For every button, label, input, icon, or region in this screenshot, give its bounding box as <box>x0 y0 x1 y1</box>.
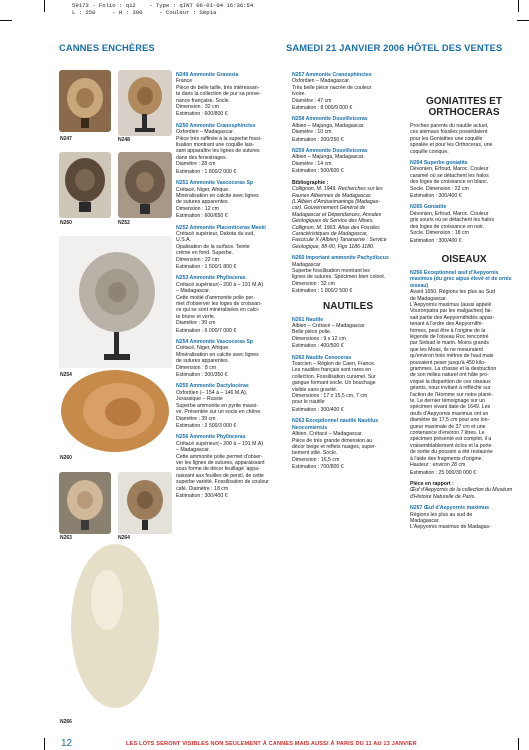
lot-line: Dimension : 32 cm <box>176 104 219 111</box>
ammonite-photo <box>59 236 172 370</box>
lot-line: décor beige et reflets nuages, super- <box>292 443 377 450</box>
text-line: de sortie du poussin a été restaurée <box>410 449 493 456</box>
header-left: CANNES ENCHÈRES <box>59 42 155 53</box>
lot-line: café. Diamètre : 18 cm <box>176 485 229 492</box>
lot-title: N266 Exceptionnel œuf d'Aepyornis maximus (du grec aipus élevé et de ornis oiseau) <box>410 269 512 289</box>
text-line: Vouronpatra par les malgaches) fai- <box>410 308 493 315</box>
text-line: spécimen présenté est complet, il a <box>410 436 492 443</box>
lot-line: Crétacé supérieur(– 200 à – 191 M.A) <box>176 440 264 447</box>
crop-mark <box>518 738 519 750</box>
ammonite-photo <box>118 152 172 218</box>
text-line: ces animaux fossiles possédaient <box>410 129 488 136</box>
lot-line: gris souris où se détachent les halos <box>410 217 494 224</box>
lot-estimate: Estimation : 1 800/2 500 € <box>292 288 353 295</box>
lot-column-3 <box>410 72 518 536</box>
lot-line: met d'observer les loges de croissan- <box>176 301 262 307</box>
lot-line: Très belle pièce nacrée de couleur <box>292 84 372 91</box>
lot-title: N258 Ammonite Douvilleiceras <box>292 116 368 123</box>
ammonite-photo <box>118 70 172 136</box>
lot-line: Dévonien, Erfoud, Maroc. Couleur <box>410 210 489 217</box>
text-line: Collignon, M. 1963. Atlas des Fossiles <box>292 224 380 231</box>
lot-entry <box>176 434 280 499</box>
lot-title: N267 Œuf d'Aepyornis maximus <box>410 505 490 512</box>
lot-entry <box>176 339 280 378</box>
lot-line: U.S.A. <box>176 237 191 244</box>
lot-line: Minéralisation en calcite avec lignes <box>176 192 259 199</box>
lot-title: N264 Superbe goniatite <box>410 160 468 167</box>
lot-title: N252 Ammonite Placenticeras Meeki <box>176 224 266 231</box>
ammonite-photo <box>59 152 111 218</box>
crop-mark <box>518 0 519 12</box>
text-line: vraisemblablement éclos et la porte <box>410 442 492 449</box>
print-info-line-2: L : 250 - H : 300 - Couleur : Sépia <box>72 9 217 16</box>
lot-entry <box>176 72 280 118</box>
lot-line: sous forme de décor feuillagé 'appa- <box>176 466 260 473</box>
photo-caption: N264 <box>118 535 130 541</box>
lot-estimate: Estimation : 700/800 € <box>292 464 344 471</box>
lots-list-3 <box>410 160 518 244</box>
lot-entry <box>292 418 404 470</box>
section-title-nautiles: NAUTILES <box>323 300 373 312</box>
text-line: coquille conique. <box>410 148 449 155</box>
lot-entry <box>176 275 280 334</box>
lot-entry <box>292 355 404 414</box>
text-line: spiralée et pour les Orthoceras, une <box>410 142 493 149</box>
lot-title: N262 Nautile Cenoceras <box>292 354 352 361</box>
lot-line: des loges de croissance en noir. <box>410 223 485 230</box>
lot-line: Diamètre : 28 cm <box>176 161 216 168</box>
text-line: formes, peut être à l'origine de la <box>410 327 486 334</box>
lot-description <box>410 289 518 468</box>
lot-entry <box>176 225 280 271</box>
lot-estimate: Estimation : 2 500/3 000 € <box>176 422 237 429</box>
lot-estimate: Estimation : 200/250 € <box>292 136 344 143</box>
lot-entry <box>292 255 404 294</box>
lot-line: caramel où se détachent les halos <box>410 172 489 179</box>
text-line: (L'Albien d'Ambarimaninga (Madagas- <box>292 198 380 205</box>
text-line: géants, nous invitant à réfléchir sur <box>410 385 491 392</box>
lot-line: Crétacé supérieur, Dakota du sud, <box>176 230 255 237</box>
lot-line: Superbe fossilisation montrant les <box>292 267 370 274</box>
text-line: Madagascar et Dépendances, Annales <box>292 211 382 218</box>
lot-line: Albien, Crétacé – Madagascar. <box>292 431 363 438</box>
text-line: contenance d'environ 7 litres. Le <box>410 430 485 437</box>
egg-photo <box>59 540 172 718</box>
lot-estimate: Estimation : 600/800 € <box>176 111 228 118</box>
lot-title: N249 Ammonite Gravesia <box>176 72 239 78</box>
lot-line: dans des fenestrages. <box>176 154 228 161</box>
text-line: à l'aide des fragments d'origine. <box>410 455 483 462</box>
lot-line: Dimensions : 9 x 12 cm <box>292 335 346 342</box>
text-line: spécimen vivant date de 1649. Les <box>410 404 491 411</box>
lot-line: bement stilé. Socle. <box>292 450 338 457</box>
lot-line: Diamètre : 39 cm <box>176 415 216 422</box>
text-line: qu'environ trois mètres de haut mais <box>410 353 494 360</box>
page-number: 12 <box>61 738 73 749</box>
lot-line: Albien – Crétacé – Madagascar <box>292 323 365 329</box>
ammonite-photo <box>118 472 172 534</box>
lot-line: lisation montrant une coquille lais- <box>176 142 255 149</box>
text-line: par Sinbad le marin. Moins grands <box>410 340 490 347</box>
lot-line: Cette ammonite polie permet d'obser- <box>176 453 263 460</box>
lot-title: N250 Ammonite Cranosphinctes <box>176 122 256 129</box>
lot-estimate: Estimation : 1 500/1 800 € <box>176 263 237 270</box>
text-line: car). Gouvernement Général de <box>292 205 366 212</box>
lot-estimate: Estimation : 300/400 € <box>410 193 462 200</box>
lot-line: Oxfordien – Madagascar. <box>292 78 350 85</box>
lot-line: Belle pièce polie. <box>292 329 332 336</box>
lot-line: superbe variété. Fossilisation de couleur <box>176 479 269 486</box>
lot-entry <box>176 383 280 429</box>
lot-line: Socle. Dimension : 18 cm <box>410 230 469 237</box>
text-line: Géologiques du Service des Mines. <box>292 218 374 225</box>
lot-title: N261 Nautile <box>292 316 324 323</box>
crop-mark <box>0 20 12 21</box>
related-piece <box>410 481 518 500</box>
text-line: te. Le dernier témoignage sur un <box>410 398 485 405</box>
lot-estimate: Estimation : 300/400 € <box>292 406 344 413</box>
lot-estimate: Estimation : 300/400 € <box>176 492 228 499</box>
text-line: Madagascar. <box>410 517 440 524</box>
section-title-oiseaux: OISEAUX <box>441 253 487 265</box>
related-piece-text: Œuf d'Aepyornis de la collection du Muséum d'Histoire Naturelle de Paris. <box>410 487 513 500</box>
lot-line: de sutures apparentes. <box>176 199 230 206</box>
ammonite-photo <box>59 472 111 534</box>
text-line: Géologique, 88-90, Figs 1186-1180. <box>292 243 375 250</box>
lot-line: visible sans gravité. <box>292 386 338 393</box>
text-line: L'Aepyornis maximus de Madagas- <box>410 524 491 531</box>
related-piece-label: Pièce en rapport : <box>410 480 454 487</box>
lot-line: Minéralisation en calcite avec lignes <box>176 351 259 358</box>
lot-line: gangue formant socle. Un bouchage <box>292 380 376 387</box>
lot-line: – Madagascar. <box>176 447 211 454</box>
text-line: l'action de l'Homme sur notre planè- <box>410 391 493 398</box>
lot-line: Dimension : 32 cm <box>292 280 335 287</box>
lot-line: lignes de sutures. Spécimen bien coloré. <box>292 274 386 281</box>
text-line: œufs d'Aepyornis maximus ont un <box>410 410 489 417</box>
lot-line: Madagascar <box>292 261 321 268</box>
lot-line: Toarcien – Région de Caen, France. <box>292 361 376 368</box>
text-line: de son milieu naturel ont hâte pro- <box>410 372 489 379</box>
bibliography <box>292 180 404 250</box>
lot-estimate: Estimation : 500/600 € <box>292 168 344 175</box>
lot-entry <box>292 116 404 143</box>
lot-entry <box>410 505 518 531</box>
lot-line: Crétacé, Niger, Afrique. <box>176 345 230 352</box>
text-line: de Madagascar. <box>410 295 447 302</box>
lot-title: N260 Important ammonite Pachydiscus <box>292 255 389 262</box>
lot-title: N254 Ammonite Vascoceras Sp <box>176 339 254 346</box>
lot-estimate: Estimation : 25 000/30 000 € <box>410 469 477 476</box>
lot-entry <box>292 72 404 111</box>
lot-title: N265 Goniatite <box>410 204 447 211</box>
lot-line: raissant aux feuilles de persil, de cette <box>176 472 264 479</box>
crop-mark <box>44 0 45 12</box>
lot-line: France <box>176 78 193 85</box>
text-line: légende de l'oiseau Roc rencontré <box>410 333 489 340</box>
lot-line: Dimension : 16,5 cm <box>292 456 340 463</box>
ammonite-photo <box>59 368 172 454</box>
lot-title: N257 Ammonite Cranosphinctes <box>292 72 372 78</box>
text-line: gueur maximale de 37 cm et une <box>410 423 486 430</box>
photo-caption: N247 <box>60 136 72 142</box>
lot-line: Oxfordien (– 154 à – 146 M.A), <box>176 389 248 396</box>
bibliography-text <box>292 186 404 250</box>
lot-line: Pièce très raffinée à la superbe fossi- <box>176 135 262 142</box>
lot-column-2 <box>292 72 404 476</box>
text-line: tenant à l'ordre des Aepyornithi- <box>410 321 484 328</box>
lot-line: ce qui se sont minéralisées en calci- <box>176 307 260 314</box>
lot-line: Dimension : 22 cm <box>176 256 219 263</box>
lot-line: Dimension : 12 cm <box>176 205 219 212</box>
lot-entry <box>410 160 518 199</box>
lot-line: Crétacé supérieur(– 200 à – 191 M.A) <box>176 281 264 288</box>
lot-line: Dévonien, Erfoud, Maroc. Couleur <box>410 166 489 173</box>
lot-line: ivoire. <box>292 91 306 98</box>
text-line: Faunes Albiennes de Madagascar. <box>292 192 372 199</box>
lot-title: N253 Ammonite Phylloceras <box>176 275 246 282</box>
lot-line: de sutures apparentes. <box>176 358 230 365</box>
text-line: Hauteur : environ 28 cm <box>410 462 466 469</box>
lots-list-2a <box>292 72 404 175</box>
lot-entry <box>176 123 280 175</box>
text-line: pouvaient peser jusqu'à 450 kilo- <box>410 359 486 366</box>
lot-line: Opalisation de la surface. Teinte <box>176 243 250 250</box>
lot-line: te dans la collection de pur sa prove- <box>176 91 261 98</box>
lot-title: N256 Ammonite Phylloceras <box>176 434 246 441</box>
lot-line: ve. Présentée sur un socle en chêne. <box>176 409 262 416</box>
text-line: que les Moas, ils ne mesuraient <box>410 346 483 353</box>
lot-line: Albien – Majunga, Madagascar. <box>292 154 365 161</box>
header-right: SAMEDI 21 JANVIER 2006 HÔTEL DES VENTES <box>286 42 503 53</box>
lot-line: sant apparaître les lignes de sutures <box>176 148 260 155</box>
lot-line: crème en fond. Superbe. <box>176 250 234 257</box>
print-info-line-1: 59173 - Folio : q12 - Type : qINT 06-01-04 16:36:54 <box>72 2 254 9</box>
lot-line: Crétacé, Niger, Afrique. <box>176 186 230 193</box>
lot-line: pour le nautile <box>292 399 325 406</box>
bibliography-label: Bibliographie : <box>292 179 329 186</box>
ammonite-photo <box>59 70 111 132</box>
crop-mark <box>44 738 45 750</box>
crop-mark <box>517 20 529 21</box>
lot-line: Pièce de belle taille, très intéressan- <box>176 84 260 91</box>
lot-line: – Madagascar. <box>176 288 211 295</box>
text-line: voqué la disparition de ces oiseaux <box>410 378 491 385</box>
lots-list-2c <box>292 317 404 471</box>
lot-line: Les nautiles français sont rares en <box>292 367 372 374</box>
lot-line: collection. Fossilisation curamel. Sur <box>292 373 376 380</box>
lot-line: te brune et verte. <box>176 313 216 320</box>
lot-entry <box>176 180 280 219</box>
text-line: Régions les plus au sud de <box>410 511 473 518</box>
footer-notice: LES LOTS SERONT VISIBLES NON SEULEMENT À CANNES MAIS AUSSI À PARIS DU 11 AU 13 JANVIER <box>126 741 417 747</box>
lot-line: Diamètre : 14 cm <box>292 160 332 167</box>
lot-line: Diamètre : 47 cm <box>292 97 332 104</box>
lot-estimate: Estimation : 400/500 € <box>292 343 344 350</box>
lot-title: N263 Exceptionnel nautile Nautilus Neocomiensis <box>292 418 379 431</box>
text-line: Caractéristiques de Madagascar, <box>292 230 368 237</box>
lot-estimate: Estimation : 1 800/2 000 € <box>176 168 237 175</box>
lot-line: nance française. Socle. <box>176 97 230 104</box>
photo-caption: N254 <box>60 372 72 378</box>
lot-line: Jurassique – Russie <box>176 396 223 403</box>
lots-list-2b <box>292 255 404 294</box>
lot-entry <box>410 270 518 476</box>
goniatites-intro <box>410 123 518 155</box>
text-line: L'Aepyornis maximus (aussi appelé <box>410 301 492 308</box>
text-line: Fascicule X (Albien) Tananarive : Service <box>292 237 387 244</box>
text-line: grammes. La chasse et la destruction <box>410 366 497 372</box>
lot-line: Pièce de très grande dimension au <box>292 437 373 444</box>
lot-entry <box>410 204 518 243</box>
lot-line: Diamètre : 39 cm <box>176 320 216 327</box>
lot-line: Albien – Majunga, Madagascar. <box>292 122 365 129</box>
lot-line: Dimensions : 17 x 15,5 cm, 7 cm <box>292 393 368 400</box>
lot-line: Diamètre : 10 cm <box>292 129 332 136</box>
lot-estimate: Estimation : 300/400 € <box>410 237 462 244</box>
lot-entry <box>292 148 404 175</box>
lot-title: N259 Ammonite Douvilleiceras <box>292 148 368 155</box>
text-line: Avant 1650. Régions les plus au Sud <box>410 289 495 296</box>
photo-caption: N260 <box>60 220 72 226</box>
lot-entry <box>292 317 404 350</box>
text-line: pour les Goniatites une coquille <box>410 135 483 142</box>
lot-line: Socle. Dimension : 22 cm <box>410 185 469 192</box>
lot-estimate: Estimation : 600/650 € <box>176 213 228 220</box>
section-title-goniatites: GONIATITES ET ORTHOCERAS <box>426 96 502 118</box>
lot-line: Dimension : 8 cm <box>176 364 217 371</box>
photo-caption: N263 <box>60 535 72 541</box>
photo-caption: N266 <box>60 719 72 725</box>
lot-title: N251 Ammonite Vascoceras Sp <box>176 180 254 187</box>
print-info <box>72 2 253 16</box>
text-line: sait partie des Aepyornithidés appar- <box>410 314 495 321</box>
text-line: diamètre de 17,5 cm pour une lon- <box>410 417 490 424</box>
lot-estimate: Estimation : 6 000/7 000 € <box>176 327 237 334</box>
lot-line: Superbe ammonite en pyrite massi- <box>176 402 258 409</box>
lots-list-1 <box>176 72 280 499</box>
lot-title: N255 Ammonite Dactylocéras <box>176 383 249 390</box>
lot-line: des loges de croissance en blanc. <box>410 179 489 186</box>
photo-caption: N248 <box>118 137 130 143</box>
photo-caption: N252 <box>118 220 130 226</box>
lot-line: Oxfordien – Madagascar. <box>176 129 234 136</box>
lot-estimate: Estimation : 300/350 € <box>176 372 228 379</box>
lot-estimate: Estimation : 8 000/9 000 € <box>292 105 353 112</box>
lot-description <box>410 512 518 531</box>
text-line: Proches parents du nautile actuel, <box>410 123 489 129</box>
text-line: Collignon, M. 1949. Recherches sur les <box>292 186 383 193</box>
photo-caption: N260 <box>60 455 72 461</box>
lot-column-1 <box>176 72 280 504</box>
lot-line: Cette moitié d'ammonite polie per- <box>176 294 255 301</box>
lot-line: ver les lignes de sutures, apparaissant <box>176 459 265 466</box>
